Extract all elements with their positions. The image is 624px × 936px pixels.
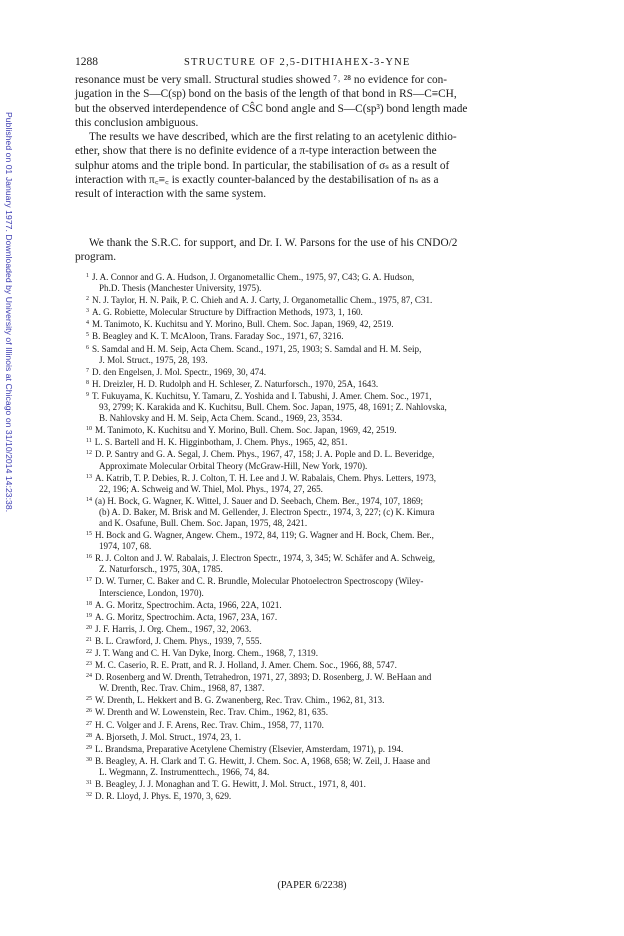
reference-number: 17 (86, 577, 92, 584)
reference-line (86, 495, 560, 507)
reference-item (86, 390, 560, 424)
reference-item (86, 719, 560, 731)
reference-number: 5 (86, 332, 89, 339)
reference-text: and K. Osafune, Bull. Chem. Soc. Japan, 1975, 48, 2421. (99, 517, 308, 528)
reference-line (86, 378, 560, 390)
reference-line (86, 366, 560, 378)
reference-text: D. P. Santry and G. A. Segal, J. Chem. Phys., 1967, 47, 158; J. A. Pople and D. L. Beveridge, (95, 449, 435, 460)
reference-line (86, 635, 560, 647)
body-line: jugation in the S—C(sp) bond on the basis of the length of that bond in RS—C≡CH, (75, 88, 457, 101)
reference-item (86, 306, 560, 318)
reference-text: B. Nahlovsky and H. M. Seip, Acta Chem. Scand., 1969, 23, 3534. (99, 413, 343, 424)
reference-line (86, 271, 560, 283)
reference-item (86, 694, 560, 706)
reference-item (86, 330, 560, 342)
reference-number: 27 (86, 720, 92, 727)
reference-line (86, 402, 560, 413)
reference-item (86, 647, 560, 659)
reference-text: M. C. Caserio, R. E. Pratt, and R. J. Holland, J. Amer. Chem. Soc., 1966, 88, 5747. (95, 660, 397, 671)
body-line: but the observed interdependence of CŜC bond angle and S—C(sp³) bond length made (75, 102, 468, 115)
reference-line (86, 413, 560, 424)
reference-text: Interscience, London, 1970). (99, 587, 204, 598)
reference-line (86, 541, 560, 552)
reference-text: H. C. Volger and J. F. Arens, Rec. Trav. Chim., 1958, 77, 1170. (95, 719, 324, 730)
reference-line (86, 719, 560, 731)
reference-text: L. S. Bartell and H. K. Higginbotham, J. Chem. Phys., 1965, 42, 851. (94, 437, 348, 448)
reference-line (86, 778, 560, 790)
acknowledgement-line: We thank the S.R.C. for support, and Dr. I. W. Parsons for the use of his CNDO/2 (89, 237, 458, 249)
reference-text: J. T. Wang and C. H. Van Dyke, Inorg. Chem., 1968, 7, 1319. (95, 648, 318, 658)
reference-text: 1974, 107, 68. (99, 541, 152, 552)
reference-number: 6 (86, 344, 89, 351)
reference-line (86, 343, 560, 355)
reference-item (86, 271, 560, 294)
body-line: ether, show that there is no definite evidence of a π-type interaction between the (75, 145, 437, 158)
reference-list (86, 271, 560, 802)
reference-line (86, 659, 560, 671)
reference-number: 20 (86, 624, 92, 631)
reference-text: W. Drenth and W. Lowenstein, Rec. Trav. Chim., 1962, 81, 635. (95, 707, 328, 718)
reference-text: L. Wegmann, Z. Instrumenttech., 1966, 74, 84. (99, 766, 270, 777)
reference-item (86, 671, 560, 694)
reference-item (86, 790, 560, 802)
reference-text: W. Drenth, Rec. Trav. Chim., 1968, 87, 1387. (99, 683, 265, 694)
reference-line (86, 575, 560, 587)
reference-line (86, 306, 560, 318)
reference-line (86, 472, 560, 484)
reference-text: 93, 2799; K. Karakida and K. Kuchitsu, Bull. Chem. Soc. Japan, 1975, 48, 1691; Z. Nahlovska, (99, 402, 447, 413)
reference-number: 1 (86, 273, 89, 279)
reference-number: 24 (86, 673, 92, 680)
reference-text: 22, 196; A. Schweig and W. Thiel, Mol. Phys., 1974, 27, 265. (99, 483, 323, 494)
reference-line (86, 767, 560, 778)
reference-number: 13 (86, 473, 92, 480)
reference-item (86, 378, 560, 390)
reference-text: W. Drenth, L. Hekkert and B. G. Zwanenberg, Rec. Trav. Chim., 1962, 81, 313. (95, 695, 385, 706)
reference-line (86, 588, 560, 599)
reference-number: 21 (86, 636, 92, 643)
download-watermark-text: Published on 01 January 1977. Downloaded by University of Illinois at Chicago on 31/10/2014 14:23:38. (4, 112, 14, 513)
reference-text: H. Dreizler, H. D. Rudolph and H. Schleser, Z. Naturforsch., 1970, 25A, 1643. (92, 378, 379, 389)
running-title: STRUCTURE OF 2,5-DITHIAHEX-3-YNE (184, 57, 411, 68)
reference-text: S. Samdal and H. M. Seip, Acta Chem. Scand., 1971, 25, 1903; S. Samdal and H. M. Seip, (92, 343, 422, 354)
reference-line (86, 484, 560, 495)
reference-number: 31 (86, 780, 92, 787)
reference-text: (b) A. D. Baker, M. Brisk and M. Gellender, J. Electron Spectr., 1974, 3, 227; (c) K. Kimura (99, 506, 435, 517)
reference-line (86, 731, 560, 743)
reference-line (86, 424, 560, 436)
reference-line (86, 318, 560, 330)
reference-number: 15 (86, 531, 92, 538)
reference-line (86, 647, 560, 659)
reference-number: 12 (86, 450, 92, 457)
reference-text: A. G. Moritz, Spectrochim. Acta, 1967, 23A, 167. (95, 611, 278, 622)
reference-line (86, 448, 560, 460)
body-line: interaction with π꜀≡꜀ is exactly counter-balanced by the destabilisation of nₛ as a (75, 174, 439, 187)
reference-number: 29 (86, 744, 92, 751)
body-line: result of interaction with the same system. (75, 188, 267, 201)
reference-text: M. Tanimoto, K. Kuchitsu and Y. Morino, Bull. Chem. Soc. Japan, 1969, 42, 2519. (92, 319, 394, 330)
reference-item (86, 623, 560, 635)
reference-number: 7 (86, 367, 89, 374)
reference-item (86, 343, 560, 366)
reference-number: 28 (86, 732, 92, 739)
reference-line (86, 461, 560, 472)
reference-line (86, 743, 560, 755)
reference-text: M. Tanimoto, K. Kuchitsu and Y. Morino, Bull. Chem. Soc. Japan, 1969, 42, 2519. (95, 425, 397, 436)
reference-item (86, 552, 560, 575)
reference-item (86, 743, 560, 755)
reference-line (86, 552, 560, 564)
reference-text: T. Fukuyama, K. Kuchitsu, Y. Tamaru, Z. Yoshida and I. Tabushi, J. Amer. Chem. Soc., 1971, (92, 390, 432, 401)
acknowledgement-line: program. (75, 251, 117, 264)
reference-text: J. A. Connor and G. A. Hudson, J. Organometallic Chem., 1975, 97, C43; G. A. Hudson, (92, 272, 415, 282)
reference-line (86, 436, 560, 448)
reference-text: (a) H. Bock, G. Wagner, K. Wittel, J. Sauer and D. Seebach, Chem. Ber., 1974, 107, 1869; (95, 495, 424, 506)
reference-number: 26 (86, 708, 92, 715)
reference-text: B. Beagley, A. H. Clark and T. G. Hewitt, J. Chem. Soc. A, 1968, 658; W. Zeil, J. Haase and (95, 755, 430, 766)
reference-number: 11 (86, 438, 92, 445)
reference-line (86, 599, 560, 611)
reference-line (86, 706, 560, 718)
reference-line (86, 283, 560, 294)
reference-number: 14 (86, 496, 92, 503)
reference-line (86, 529, 560, 541)
reference-text: H. Bock and G. Wagner, Angew. Chem., 1972, 84, 119; G. Wagner and H. Bock, Chem. Ber., (95, 530, 434, 541)
reference-number: 23 (86, 661, 92, 668)
page-number: 1288 (75, 56, 98, 68)
reference-item (86, 529, 560, 552)
reference-number: 16 (86, 554, 92, 561)
reference-line (86, 564, 560, 575)
reference-number: 18 (86, 600, 92, 607)
reference-item (86, 575, 560, 598)
reference-item (86, 755, 560, 778)
reference-number: 30 (86, 756, 92, 763)
reference-line (86, 390, 560, 402)
reference-item (86, 731, 560, 743)
reference-text: D. den Engelsen, J. Mol. Spectr., 1969, 30, 474. (92, 366, 267, 377)
reference-item (86, 659, 560, 671)
reference-item (86, 778, 560, 790)
reference-text: Approximate Molecular Orbital Theory (McGraw-Hill, New York, 1970). (99, 460, 368, 471)
reference-number: 4 (86, 320, 89, 327)
reference-text: D. R. Lloyd, J. Phys. E, 1970, 3, 629. (95, 791, 232, 802)
reference-text: A. Bjorseth, J. Mol. Struct., 1974, 23, 1. (95, 731, 242, 742)
reference-text: J. Mol. Struct., 1975, 28, 193. (99, 354, 208, 365)
reference-text: A. G. Moritz, Spectrochim. Acta, 1966, 22A, 1021. (95, 599, 282, 610)
reference-number: 3 (86, 308, 89, 315)
reference-number: 10 (86, 426, 92, 433)
reference-text: Z. Naturforsch., 1975, 30A, 1785. (99, 564, 223, 575)
reference-item (86, 294, 560, 306)
reference-text: B. Beagley and K. T. McAloon, Trans. Faraday Soc., 1971, 67, 3216. (92, 331, 344, 342)
reference-text: B. Beagley, J. J. Monaghan and T. G. Hewitt, J. Mol. Struct., 1971, 8, 401. (95, 779, 366, 790)
reference-item (86, 424, 560, 436)
reference-number: 2 (86, 296, 89, 303)
reference-number: 9 (86, 391, 89, 398)
reference-item (86, 611, 560, 623)
reference-text: N. J. Taylor, H. N. Paik, P. C. Chieh and A. J. Carty, J. Organometallic Chem., 1975, 87, C31. (92, 295, 433, 306)
reference-item (86, 436, 560, 448)
reference-text: A. G. Robiette, Molecular Structure by Diffraction Methods, 1973, 1, 160. (92, 307, 363, 318)
reference-text: A. Katrib, T. P. Debies, R. J. Colton, T. H. Lee and J. W. Rabalais, Chem. Phys. Letters, 1973, (95, 472, 437, 483)
body-line: this conclusion ambiguous. (75, 116, 199, 129)
reference-text: D. W. Turner, C. Baker and C. R. Brundle, Molecular Photoelectron Spectroscopy (Wiley- (95, 576, 424, 587)
reference-text: Ph.D. Thesis (Manchester University, 1975). (99, 283, 262, 294)
reference-text: D. Rosenberg and W. Drenth, Tetrahedron, 1971, 27, 3893; D. Rosenberg, J. W. BeHaan and (95, 672, 432, 683)
reference-text: R. J. Colton and J. W. Rabalais, J. Electron Spectr., 1974, 3, 345; W. Schäfer and A. Schweig, (95, 553, 435, 564)
reference-number: 32 (86, 792, 92, 799)
reference-item (86, 448, 560, 471)
reference-item (86, 366, 560, 378)
body-line: sulphur atoms and the triple bond. In particular, the stabilisation of σₛ as a result of (75, 159, 450, 172)
reference-line (86, 355, 560, 366)
reference-line (86, 755, 560, 767)
paper-number: (PAPER 6/2238) (277, 880, 347, 891)
reference-item (86, 635, 560, 647)
body-text (75, 73, 559, 202)
acknowledgement (75, 236, 559, 265)
reference-line (86, 294, 560, 306)
reference-number: 19 (86, 612, 92, 619)
reference-line (86, 683, 560, 694)
reference-number: 8 (86, 379, 89, 386)
reference-item (86, 706, 560, 718)
reference-line (86, 611, 560, 623)
reference-line (86, 694, 560, 706)
reference-item (86, 472, 560, 495)
page-header (75, 56, 560, 72)
reference-line (86, 671, 560, 683)
body-line: resonance must be very small. Structural studies showed ⁷˒ ²⁸ no evidence for con- (75, 74, 448, 86)
reference-item (86, 318, 560, 330)
reference-line (86, 518, 560, 529)
reference-line (86, 790, 560, 802)
download-watermark (2, 112, 16, 632)
reference-number: 22 (86, 649, 92, 655)
reference-item (86, 599, 560, 611)
reference-line (86, 623, 560, 635)
body-line: The results we have described, which are the first relating to an acetylenic dithio- (89, 131, 457, 144)
reference-line (86, 507, 560, 518)
reference-line (86, 330, 560, 342)
reference-text: B. L. Crawford, J. Chem. Phys., 1939, 7, 555. (95, 635, 262, 646)
reference-item (86, 495, 560, 529)
reference-text: J. F. Harris, J. Org. Chem., 1967, 32, 2063. (95, 623, 252, 634)
reference-number: 25 (86, 696, 92, 703)
reference-text: L. Brandsma, Preparative Acetylene Chemistry (Elsevier, Amsterdam, 1971), p. 194. (95, 743, 404, 754)
